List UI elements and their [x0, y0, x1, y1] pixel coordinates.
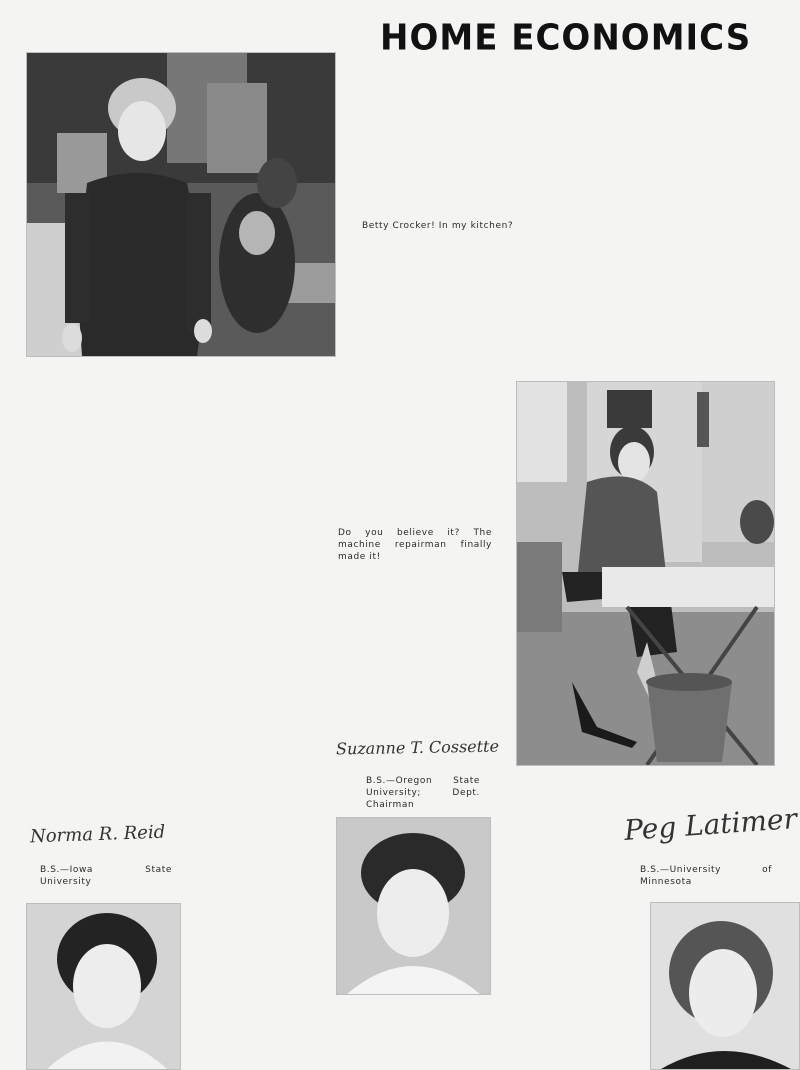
desk-photo: [516, 381, 775, 766]
page-title: HOME ECONOMICS: [380, 17, 752, 59]
degree-cossette: B.S.—Oregon State University; Dept. Chairman: [366, 776, 480, 810]
portrait-cossette: [336, 817, 491, 995]
portrait-reid: [26, 903, 181, 1070]
signature-reid: Norma R. Reid: [29, 821, 166, 848]
portrait-latimer: [650, 902, 800, 1070]
kitchen-caption: Betty Crocker! In my kitchen?: [362, 221, 514, 231]
kitchen-photo: [26, 52, 336, 357]
degree-reid: B.S.—Iowa State University: [40, 865, 172, 887]
desk-caption: Do you believe it? The machine repairman finally made it!: [338, 528, 492, 562]
signature-cossette: Suzanne T. Cossette: [335, 736, 500, 759]
signature-latimer: Peg Latimer: [623, 802, 798, 847]
degree-latimer: B.S.—University of Minnesota: [640, 865, 772, 887]
